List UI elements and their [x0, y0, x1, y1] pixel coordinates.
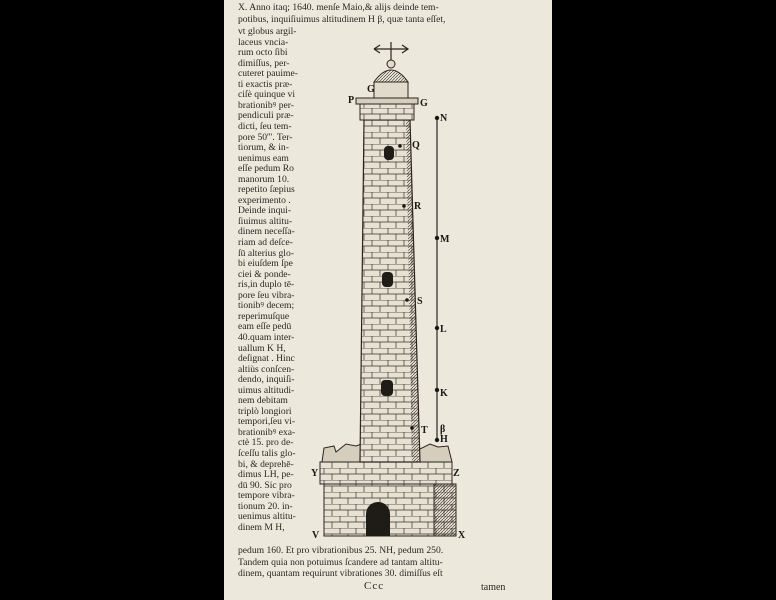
column-text-line: bi, & deprehē-	[238, 458, 294, 470]
signature-mark: Ccc	[364, 580, 385, 592]
column-text-line: ſiuimus altitu-	[238, 215, 293, 227]
tower-figure	[224, 0, 552, 600]
column-text-line: ctè 15. pro de-	[238, 437, 294, 449]
label-X: X	[458, 530, 466, 541]
text-line: X. Anno itaq; 1640. menſe Maio,& alijs deinde tem-	[238, 2, 439, 13]
column-text-line: bi eiuſdem ſpe	[238, 258, 293, 270]
label-P: P	[348, 95, 355, 106]
column-text-line: dimiſſus, per-	[238, 57, 290, 69]
column-text-line: pendiculi præ-	[238, 110, 294, 122]
column-text-line: pore ſeu vibra-	[238, 289, 295, 301]
column-text-line: nem debitam	[238, 395, 288, 407]
label-G-right: G	[420, 98, 428, 109]
column-text-line: riam ad deſce-	[238, 237, 293, 248]
column-text-line: tempore vibra-	[238, 490, 295, 502]
column-text-line: tiorum, & in-	[238, 142, 289, 154]
column-text-line: Deinde inqui-	[238, 205, 292, 217]
column-text-line: rum octo ſibi	[238, 47, 288, 59]
column-text-line: eſſe pedum Ro	[238, 163, 294, 175]
column-text-line: uenimus eam	[238, 152, 289, 164]
column-text-line: tempori,ſeu vi-	[238, 416, 296, 428]
tower-shaft	[360, 120, 420, 462]
column-text-line: experimento .	[238, 194, 291, 206]
book-page	[224, 0, 552, 600]
column-text-line: uenimus altitu-	[238, 511, 296, 523]
base-doorway	[366, 502, 390, 536]
column-text-line: dicti, ſeu tem-	[238, 120, 292, 132]
column-text-line: eam eſſe pedū	[238, 321, 292, 333]
column-text-line: reperimuſque	[238, 310, 290, 322]
label-G-left: G	[367, 84, 375, 95]
column-text-line: uimus altitudi-	[238, 384, 295, 396]
window	[382, 272, 393, 287]
column-text-line: 40.quam inter-	[238, 331, 295, 343]
column-text-line: dū 90. Sic pro	[238, 479, 292, 491]
column-text-line: ris,in duplo tē-	[238, 279, 295, 291]
column-text-line: dendo, inquiſi-	[238, 374, 295, 386]
column-text-line: pore 50'''. Ter-	[238, 131, 293, 143]
column-text-line: dinem neceſſa-	[238, 226, 295, 238]
label-M: M	[440, 234, 450, 245]
column-text-line: dinem M H,	[238, 521, 285, 533]
label-Z: Z	[453, 468, 460, 479]
column-text-line: ſceſſu talis glo-	[238, 448, 296, 459]
column-text-line: uallum K H,	[238, 342, 286, 354]
window	[381, 380, 393, 396]
label-S: S	[417, 296, 423, 307]
window	[384, 146, 394, 160]
tower-top	[356, 42, 418, 120]
label-T: T	[421, 425, 428, 436]
column-text-line: repetito ſæpius	[238, 184, 295, 196]
catchword: tamen	[481, 582, 506, 593]
label-Q: Q	[412, 140, 420, 151]
column-text-line: manorum 10.	[238, 173, 290, 185]
label-N: N	[440, 113, 448, 124]
column-text-line: deſignat . Hinc	[238, 353, 295, 365]
label-H: H	[440, 434, 448, 445]
label-K: K	[440, 388, 448, 399]
column-text-line: tionum 20. in-	[238, 500, 293, 512]
column-text-line: ciſè quinque vi	[238, 89, 296, 101]
column-text-line: altiùs conſcen-	[238, 363, 295, 375]
label-V: V	[312, 530, 320, 541]
text-line: pedum 160. Et pro vibrationibus 25. NH, pedum 250.	[238, 545, 444, 556]
text-line: Tandem quia non potuimus ſcandere ad tantam altitu-	[238, 556, 443, 568]
column-text-line: laceus vncia-	[238, 36, 289, 48]
label-beta: β	[440, 424, 446, 435]
label-Y: Y	[311, 468, 319, 479]
text-line: potibus, inquiſiuimus altitudinem H β, quæ tanta eſſet,	[238, 14, 446, 25]
column-text-line: dimus LH, pe-	[238, 469, 294, 481]
column-text-line: triplò longiori	[238, 405, 292, 417]
column-text-line: ſū alterius glo-	[238, 247, 294, 259]
column-text-line: brationibꝰ per-	[238, 99, 294, 111]
column-text-line: tionibꝰ decem;	[238, 300, 295, 312]
column-text-line: ti exactis præ-	[238, 78, 293, 90]
label-R: R	[414, 201, 422, 212]
text-line: dinem, quantam requirunt vibrationes 30. dimiſſus eſt	[238, 568, 443, 579]
column-text-line: cuteret pauime-	[238, 68, 298, 80]
column-text-line: ciei & ponde-	[238, 268, 291, 280]
column-text-line: vt globus argil-	[238, 26, 297, 37]
column-text-line: brationibꝰ exa-	[238, 426, 296, 438]
label-L: L	[440, 324, 447, 335]
